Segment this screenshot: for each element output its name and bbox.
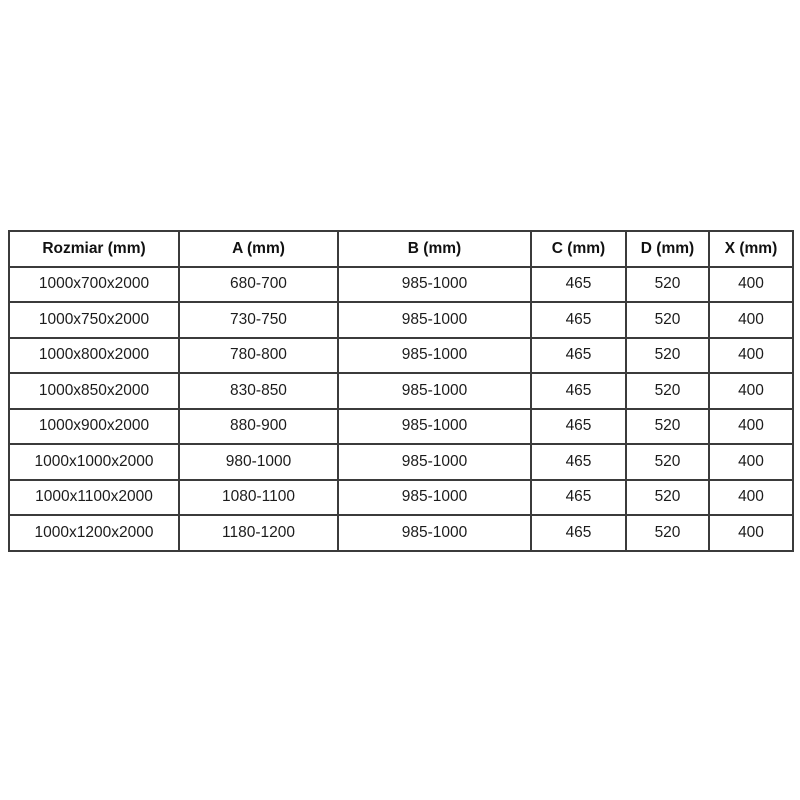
table-row bbox=[9, 409, 793, 445]
cell-b: 985-1000 bbox=[338, 302, 531, 338]
cell-a: 980-1000 bbox=[179, 444, 338, 480]
cell-x: 400 bbox=[709, 373, 793, 409]
cell-d: 520 bbox=[626, 480, 709, 516]
cell-a: 1080-1100 bbox=[179, 480, 338, 516]
cell-rozmiar: 1000x800x2000 bbox=[9, 338, 179, 374]
cell-b: 985-1000 bbox=[338, 515, 531, 551]
table-row bbox=[9, 338, 793, 374]
cell-c: 465 bbox=[531, 480, 626, 516]
table-row bbox=[9, 267, 793, 303]
cell-rozmiar: 1000x900x2000 bbox=[9, 409, 179, 445]
cell-d: 520 bbox=[626, 302, 709, 338]
cell-b: 985-1000 bbox=[338, 267, 531, 303]
cell-c: 465 bbox=[531, 409, 626, 445]
header-rozmiar: Rozmiar (mm) bbox=[9, 231, 179, 267]
cell-a: 830-850 bbox=[179, 373, 338, 409]
table-header-row bbox=[9, 231, 793, 267]
header-d: D (mm) bbox=[626, 231, 709, 267]
cell-rozmiar: 1000x1200x2000 bbox=[9, 515, 179, 551]
cell-d: 520 bbox=[626, 409, 709, 445]
cell-b: 985-1000 bbox=[338, 480, 531, 516]
cell-b: 985-1000 bbox=[338, 444, 531, 480]
cell-c: 465 bbox=[531, 515, 626, 551]
header-a: A (mm) bbox=[179, 231, 338, 267]
cell-rozmiar: 1000x700x2000 bbox=[9, 267, 179, 303]
cell-d: 520 bbox=[626, 338, 709, 374]
cell-c: 465 bbox=[531, 267, 626, 303]
cell-x: 400 bbox=[709, 338, 793, 374]
cell-rozmiar: 1000x750x2000 bbox=[9, 302, 179, 338]
cell-a: 880-900 bbox=[179, 409, 338, 445]
table-row bbox=[9, 302, 793, 338]
cell-c: 465 bbox=[531, 338, 626, 374]
cell-c: 465 bbox=[531, 302, 626, 338]
table-row bbox=[9, 480, 793, 516]
header-c: C (mm) bbox=[531, 231, 626, 267]
cell-c: 465 bbox=[531, 373, 626, 409]
table-row bbox=[9, 444, 793, 480]
cell-rozmiar: 1000x1000x2000 bbox=[9, 444, 179, 480]
cell-rozmiar: 1000x1100x2000 bbox=[9, 480, 179, 516]
cell-d: 520 bbox=[626, 373, 709, 409]
cell-rozmiar: 1000x850x2000 bbox=[9, 373, 179, 409]
cell-b: 985-1000 bbox=[338, 373, 531, 409]
cell-d: 520 bbox=[626, 267, 709, 303]
header-x: X (mm) bbox=[709, 231, 793, 267]
cell-x: 400 bbox=[709, 515, 793, 551]
cell-a: 780-800 bbox=[179, 338, 338, 374]
cell-c: 465 bbox=[531, 444, 626, 480]
cell-x: 400 bbox=[709, 267, 793, 303]
size-spec-table bbox=[8, 230, 794, 552]
cell-x: 400 bbox=[709, 444, 793, 480]
table-row bbox=[9, 373, 793, 409]
cell-x: 400 bbox=[709, 409, 793, 445]
cell-d: 520 bbox=[626, 444, 709, 480]
cell-x: 400 bbox=[709, 302, 793, 338]
cell-a: 1180-1200 bbox=[179, 515, 338, 551]
cell-b: 985-1000 bbox=[338, 338, 531, 374]
cell-a: 730-750 bbox=[179, 302, 338, 338]
cell-d: 520 bbox=[626, 515, 709, 551]
header-b: B (mm) bbox=[338, 231, 531, 267]
cell-x: 400 bbox=[709, 480, 793, 516]
cell-b: 985-1000 bbox=[338, 409, 531, 445]
table-row bbox=[9, 515, 793, 551]
cell-a: 680-700 bbox=[179, 267, 338, 303]
